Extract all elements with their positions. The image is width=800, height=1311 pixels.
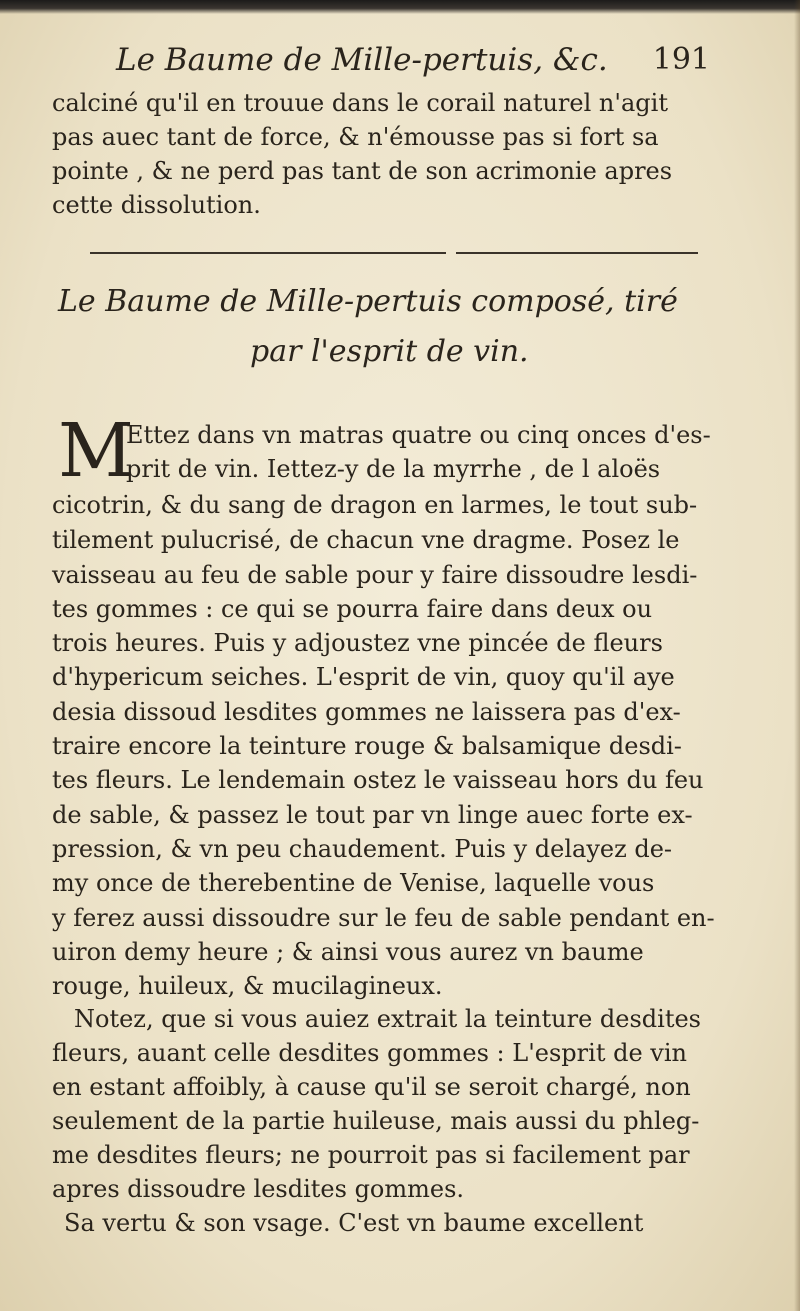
text-line: rouge, huileux, & mucilagineux. [52,972,443,1000]
running-head: Le Baume de Mille-pertuis, &c. [116,42,608,78]
section-divider-right [456,252,698,254]
text-line: cicotrin, & du sang de dragon en larmes, le tout sub- [52,491,698,519]
text-line: Notez, que si vous auiez extrait la teinture desdites [74,1005,701,1033]
text-line: prit de vin. Iettez-y de la myrrhe , de l aloës [126,455,661,483]
text-line: uiron demy heure ; & ainsi vous aurez vn baume [52,938,644,966]
text-line: my once de therebentine de Venise, laquelle vous [52,869,655,897]
page-header [110,42,710,82]
final-line-sa-vertu: Sa vertu & son vsage. C'est vn baume excellent [64,1209,644,1237]
text-line: desia dissoud lesdites gommes ne laissera pas d'ex- [52,698,681,726]
text-line: seulement de la partie huileuse, mais aussi du phleg- [52,1107,700,1135]
section-title-line-2: par l'esprit de vin. [250,334,529,369]
text-line: calciné qu'il en trouue dans le corail naturel n'agit [52,89,668,117]
text-line: vaisseau au feu de sable pour y faire dissoudre lesdi- [52,561,698,589]
text-line: pression, & vn peu chaudement. Puis y delayez de- [52,835,673,863]
text-line: cette dissolution. [52,191,261,219]
page-number: 191 [652,42,710,77]
text-line: me desdites fleurs; ne pourroit pas si facilement par [52,1141,690,1169]
text-line: pas auec tant de force, & n'émousse pas si fort sa [52,123,659,151]
page-top-edge [0,0,800,14]
text-line: pointe , & ne perd pas tant de son acrimonie apres [52,157,673,185]
text-line: y ferez aussi dissoudre sur le feu de sable pendant en- [52,904,715,932]
text-line: tes fleurs. Le lendemain ostez le vaisseau hors du feu [52,766,704,794]
text-line: de sable, & passez le tout par vn linge auec forte ex- [52,801,693,829]
text-line: tilement pulucrisé, de chacun vne dragme. Posez le [52,526,680,554]
page-spine-shadow [794,0,800,1311]
text-line: Ettez dans vn matras quatre ou cinq onces d'es- [126,421,711,449]
section-title-line-1: Le Baume de Mille-pertuis composé, tiré [58,284,678,319]
text-line: en estant affoibly, à cause qu'il se seroit chargé, non [52,1073,691,1101]
text-line: apres dissoudre lesdites gommes. [52,1175,465,1203]
text-line: fleurs, auant celle desdites gommes : L'esprit de vin [52,1039,687,1067]
text-line: tes gommes : ce qui se pourra faire dans deux ou [52,595,653,623]
text-line: trois heures. Puis y adjoustez vne pincée de fleurs [52,629,663,657]
drop-cap: M [58,408,134,494]
text-line: traire encore la teinture rouge & balsamique desdi- [52,732,682,760]
section-divider-left [90,252,446,254]
text-line: d'hypericum seiches. L'esprit de vin, quoy qu'il aye [52,663,675,691]
